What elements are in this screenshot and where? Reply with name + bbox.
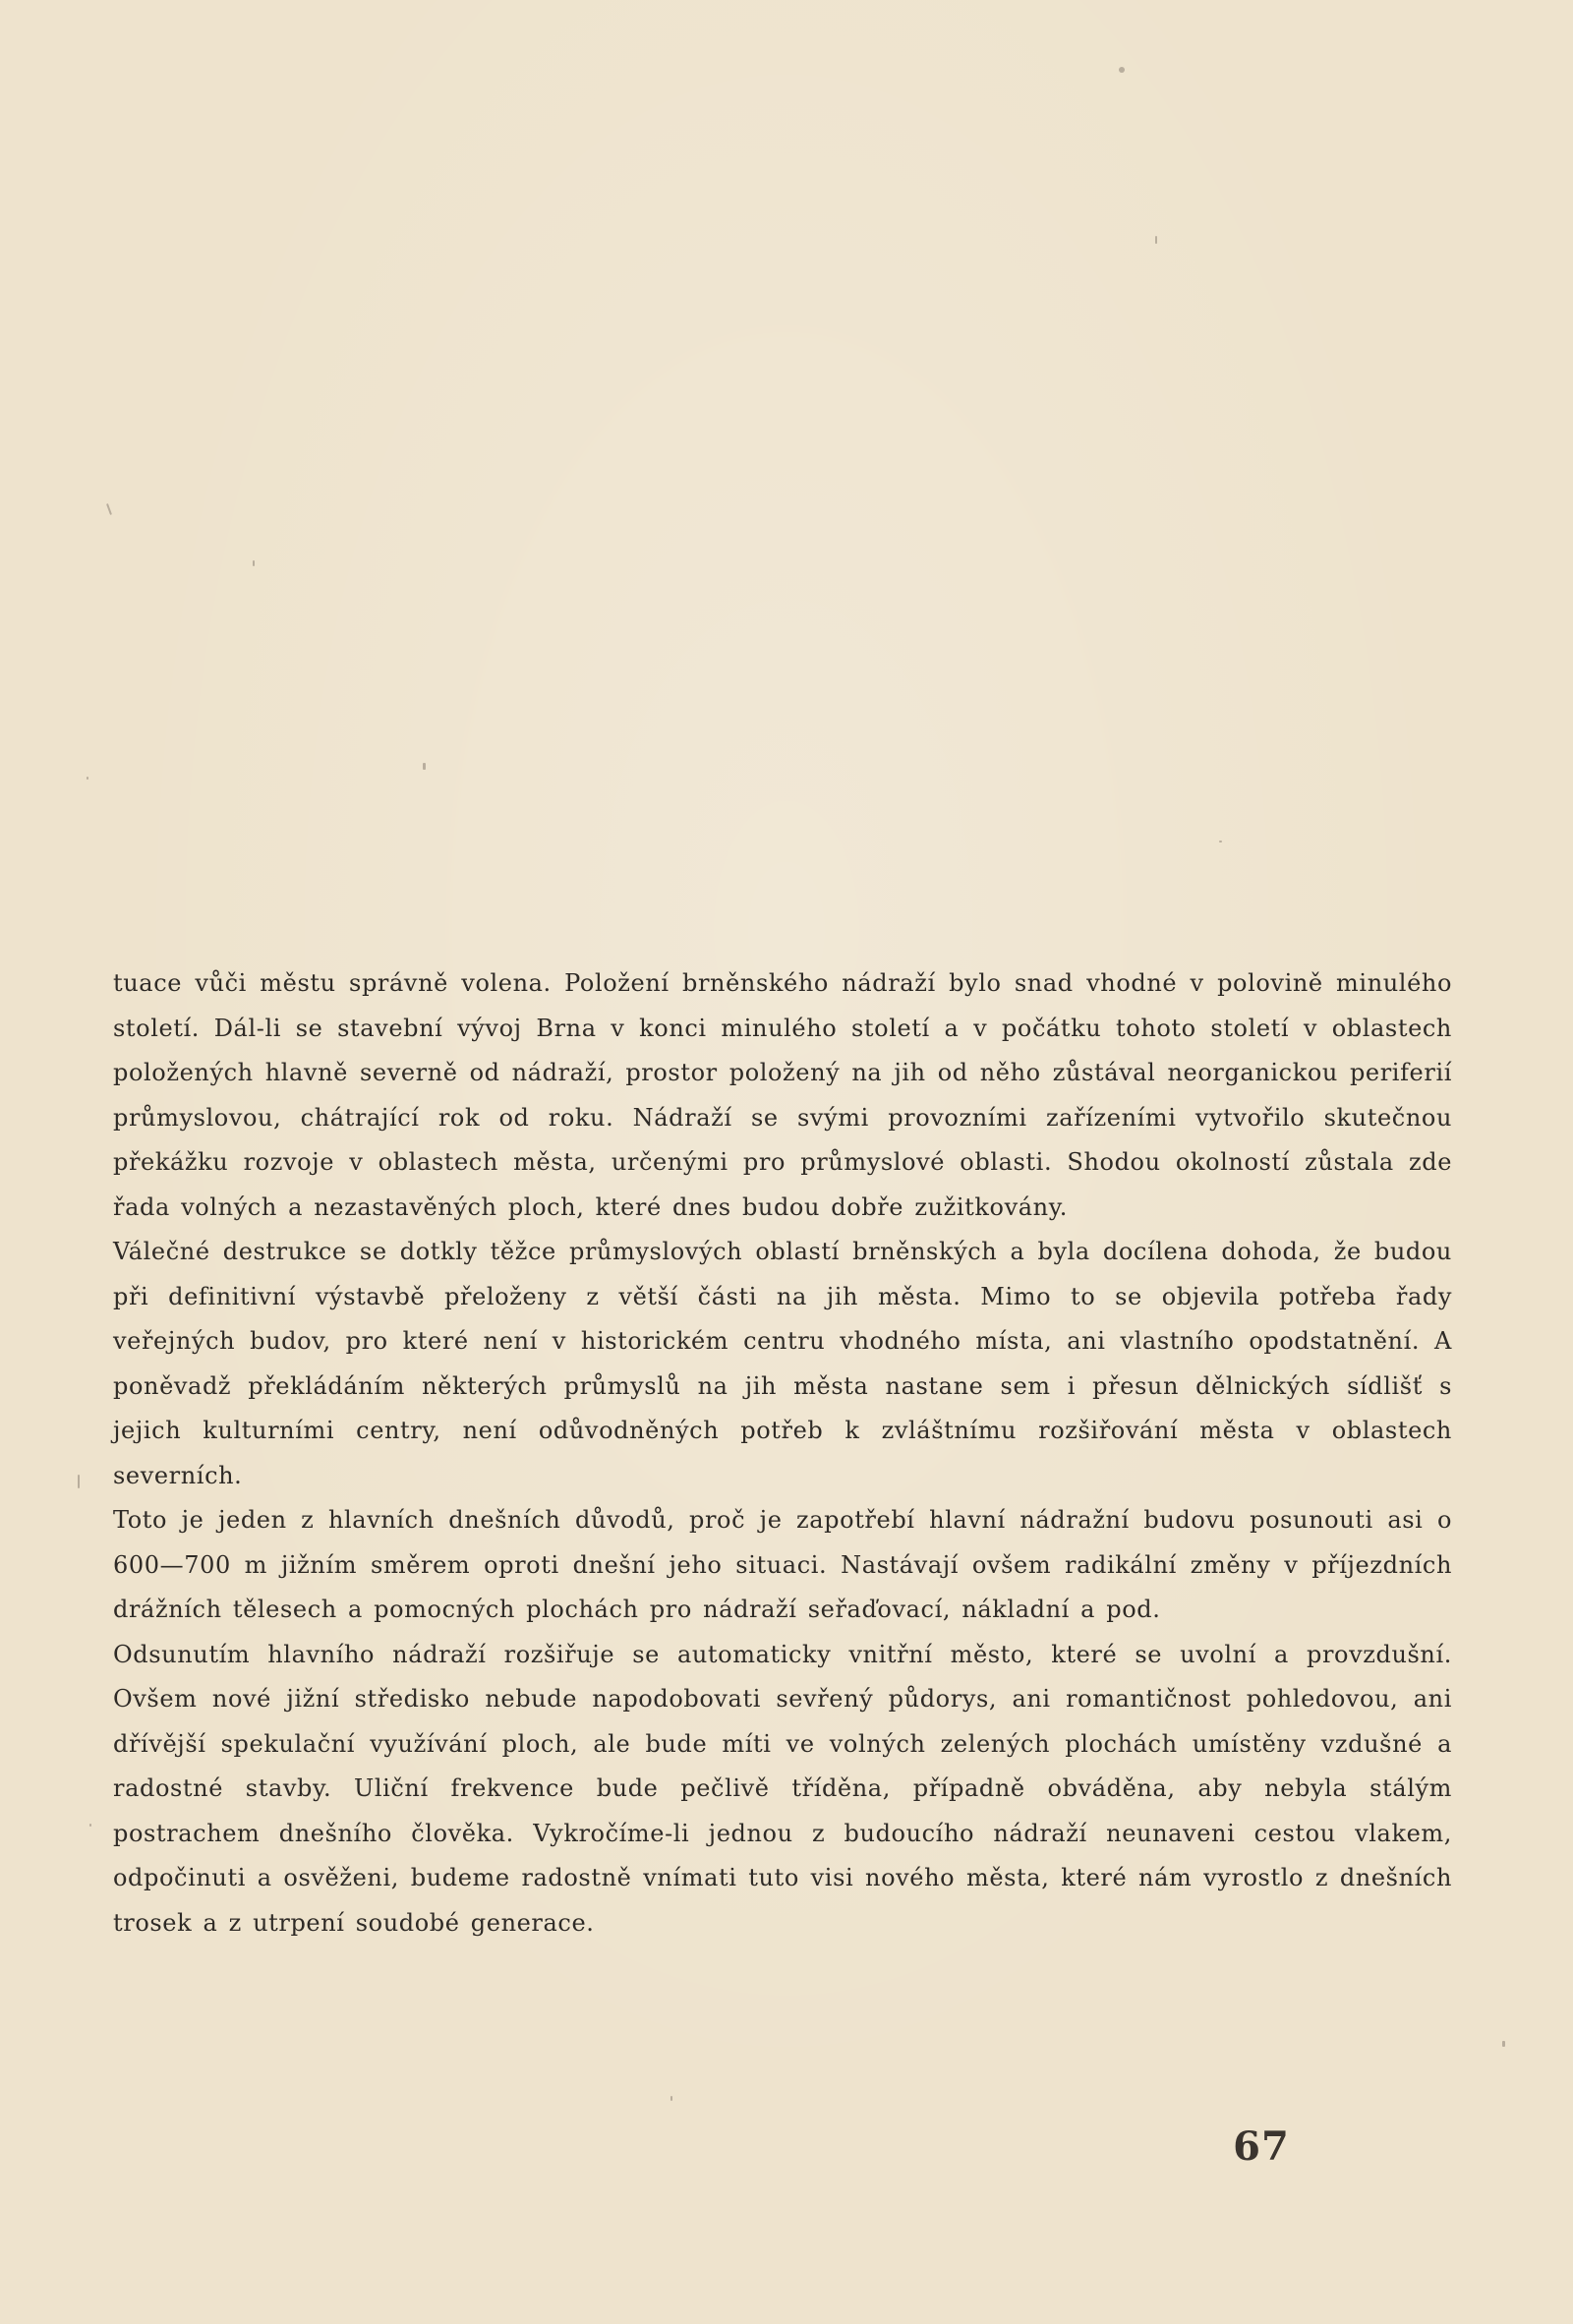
paper-speck bbox=[1502, 2041, 1505, 2047]
paragraph-1: tuace vůči městu správně volena. Položení brněnského nádraží bylo snad vhodné v polovině minulého století. Dál-li se stavební vývoj Brna v konci minulého století a v počátku tohoto století v oblastech položených hlavně severně od nádraží, prostor položený na jih od něho zůstával neorganickou periferií průmyslovou, chátrající rok od roku. Nádraží se svými provozními zařízeními vytvořilo skutečnou překážku rozvoje v oblastech města, určenými pro průmyslové oblasti. Shodou okolností zůstala zde řada volných a nezastavěných ploch, které dnes budou dobře zužitkovány. bbox=[113, 969, 1452, 1221]
paragraph-4: Odsunutím hlavního nádraží rozšiřuje se automaticky vnitřní město, které se uvolní a provzdušní. Ovšem nové jižní středisko nebude napodobovati sevřený půdorys, ani romantičnost pohledovou, ani dřívější spekulační využívání ploch, ale bude míti ve volných zelených plochách umístěny vzdušné a radostné stavby. Uliční frekvence bude pečlivě tříděna, případně obváděna, aby nebyla stálým postrachem dnešního člověka. Vykročíme-li jednou z budoucího nádraží neunaveni cestou vlakem, odpočinuti a osvěženi, budeme radostně vnímati tuto visi nového města, které nám vyrostlo z dnešních trosek a z utrpení soudobé generace. bbox=[113, 1640, 1452, 1937]
paragraph-3: Toto je jeden z hlavních dnešních důvodů, proč je zapotřebí hlavní nádražní budovu posunouti asi o 600—700 m jižním směrem oproti dnešní jeho situaci. Nastávají ovšem radikální změny v příjezdních drážních tělesech a pomocných plochách pro nádraží seřaďovací, nákladní a pod. bbox=[113, 1506, 1452, 1623]
paper-speck bbox=[89, 1824, 91, 1827]
paper-speck bbox=[106, 503, 112, 515]
paragraph-2: Válečné destrukce se dotkly těžce průmyslových oblastí brněnských a byla docílena dohoda, že budou při definitivní výstavbě přeloženy z větší části na jih města. Mimo to se objevila potřeba řady veřejných budov, pro které není v historickém centru vhodného místa, ani vlastního opodstatnění. A poněvadž překládáním některých průmyslů na jih města nastane sem i přesun dělnických sídlišť s jejich kulturními centry, není odůvodněných potřeb k zvláštnímu rozšiřování města v oblastech severních. bbox=[113, 1238, 1452, 1489]
paper-speck bbox=[1119, 67, 1125, 73]
paper-speck bbox=[423, 763, 426, 770]
page-number: 67 bbox=[1233, 2123, 1290, 2170]
paper-speck bbox=[87, 777, 88, 780]
paper-speck bbox=[1219, 841, 1222, 842]
paper-speck bbox=[253, 560, 255, 566]
paper-speck bbox=[78, 1475, 80, 1488]
paper-speck bbox=[1155, 236, 1157, 244]
document-body bbox=[113, 961, 1452, 1946]
paper-speck bbox=[670, 2096, 672, 2101]
